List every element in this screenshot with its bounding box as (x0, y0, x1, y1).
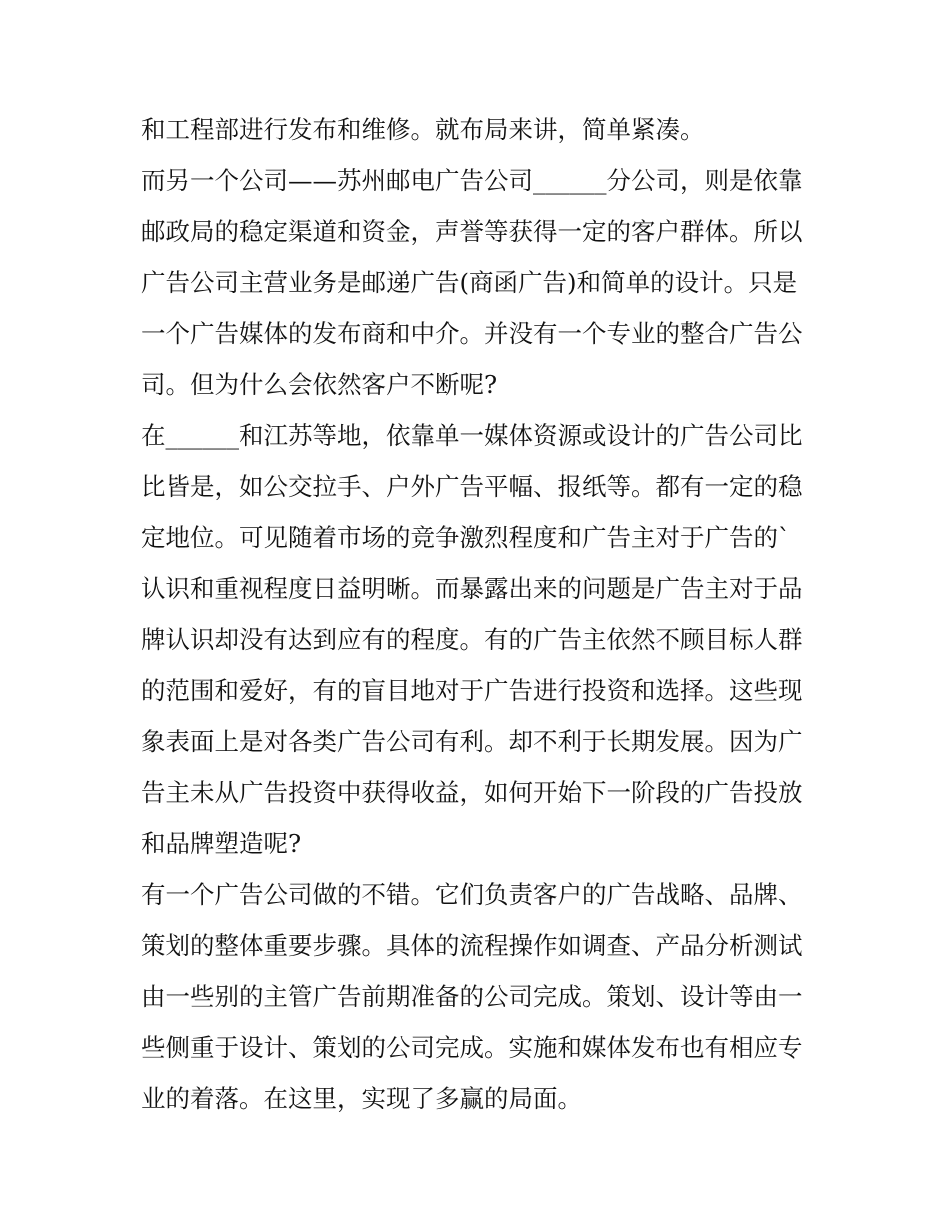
text-line: 有一个广告公司做的不错。它们负责客户的广告战略、品牌、 (141, 880, 803, 909)
text-line: 业的着落。在这里，实现了多赢的局面。 (141, 1084, 582, 1113)
text-line: 策划的整体重要步骤。具体的流程操作如调查、产品分析测试 (141, 931, 803, 960)
text-line: 司。但为什么会依然客户不断呢? (141, 370, 498, 399)
body-text (141, 104, 816, 1124)
text-line: 牌认识却没有达到应有的程度。有的广告主依然不顾目标人群 (141, 625, 803, 654)
text-line: 由一些别的主管广告前期准备的公司完成。策划、设计等由一 (141, 982, 803, 1011)
text-line: 和工程部进行发布和维修。就布局来讲，简单紧凑。 (141, 115, 705, 144)
text-line: 邮政局的稳定渠道和资金，声誉等获得一定的客户群体。所以 (141, 217, 803, 246)
text-line: 和品牌塑造呢? (141, 829, 302, 858)
text-line: 认识和重视程度日益明晰。而暴露出来的问题是广告主对于品 (141, 574, 803, 603)
text-line: 定地位。可见随着市场的竞争激烈程度和广告主对于广告的` (141, 523, 791, 552)
text-line: 在______和江苏等地，依靠单一媒体资源或设计的广告公司比 (141, 421, 803, 450)
text-line: 广告公司主营业务是邮递广告(商函广告)和简单的设计。只是 (141, 268, 798, 297)
text-line: 的范围和爱好，有的盲目地对于广告进行投资和选择。这些现 (141, 676, 803, 705)
text-line: 告主未从广告投资中获得收益，如何开始下一阶段的广告投放 (141, 778, 803, 807)
text-line: 象表面上是对各类广告公司有利。却不利于长期发展。因为广 (141, 727, 803, 756)
text-line: 比皆是，如公交拉手、户外广告平幅、报纸等。都有一定的稳 (141, 472, 803, 501)
text-line: 一个广告媒体的发布商和中介。并没有一个专业的整合广告公 (141, 319, 803, 348)
text-line: 些侧重于设计、策划的公司完成。实施和媒体发布也有相应专 (141, 1033, 803, 1062)
text-line: 而另一个公司——苏州邮电广告公司______分公司，则是依靠 (141, 166, 803, 195)
